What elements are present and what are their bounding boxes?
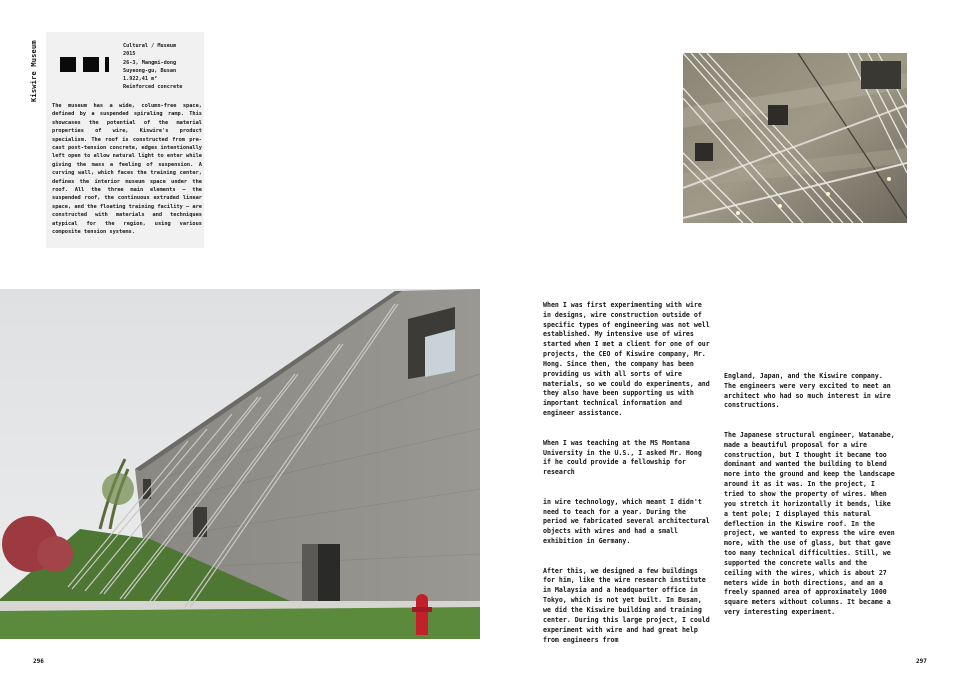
project-side-title: Kiswire Museum: [30, 40, 38, 102]
essay-paragraph: When I was teaching at the MS Montana University in the U.S., I asked Mr. Hong if he could provide a fellowship for research: [543, 438, 702, 477]
project-description: The museum has a wide, column-free space, defined by a suspended spiraling ramp. This showcases the potential of the material properties of wire, Kiswire's product specialism. The roof is constructed from pre-cast post-tension concrete, edges intentionally left open to allow natural light to enter while giving the mass a feeling of suspension. A curving wall, which faces the training center, defines the interior museum space under the roof. All the three main elements – the suspended roof, the continuous extruded linear space, and the floating training facility – are constructed with materials and techniques atypical for the region, using various composite tension systems.: [52, 103, 202, 236]
project-logo-mark: [60, 57, 109, 72]
logo-bar-icon: [105, 57, 109, 72]
logo-square-icon: [60, 57, 76, 72]
page-number-right: 297: [916, 658, 927, 665]
essay-column-1: [543, 291, 713, 665]
essay-paragraph: England, Japan, and the Kiswire company. The engineers were very excited to meet an architect who had so much interest in wire constructions.: [724, 371, 891, 410]
project-area: 1.922,41 m²: [123, 76, 158, 83]
essay-column-2: [724, 362, 896, 638]
project-address-line1: 26-3, Mangmi-dong: [123, 59, 177, 66]
logo-square-icon: [83, 57, 99, 72]
museum-exterior-photo: [0, 289, 480, 639]
project-address-line2: Suyeong-gu, Busan: [123, 67, 177, 74]
ceiling-wire-photo: [683, 53, 907, 223]
page-number-left: 296: [33, 658, 44, 665]
essay-paragraph: The Japanese structural engineer, Watanabe, made a beautiful proposal for a wire construction, but I thought it became too dominant and wanted the building to blend more into the ground and keep the landscape around it as it was. In the project, I tried to show the property of wires. When you stretch it horizontally it bends, like a tent pole; I displayed this natural deflection in the Kiswire roof. In the project, we wanted to express the wire even more, with the use of glass, but that gave too many technical difficulties. Still, we supported the concrete walls and the ceiling with the wires, which is about 27 meters wide in both directions, and an a freely spanned area of approximately 1000 square meters without columns. It became a very interesting experiment.: [724, 430, 895, 617]
essay-paragraph: When I was first experimenting with wire in designs, wire construction outside of specific types of engineering was not well established. My intensive use of wires started when I met a client for one of our projects, the CEO of Kiswire company, Mr. Hong. Since then, the company has been providing us with all sorts of wire materials, so we could do experiments, and they also have been supporting us with important technical information and engineer assistance.: [543, 300, 710, 418]
project-metadata: [123, 42, 203, 92]
project-year: 2015: [123, 51, 136, 58]
essay-paragraph: in wire technology, which meant I didn't need to teach for a year. During the period we fabricated several architectural objects with wires and had a small exhibition in Germany.: [543, 497, 710, 546]
project-info-card: [46, 32, 204, 248]
project-material: Reinforced concrete: [123, 84, 183, 91]
project-type: Cultural / Museum: [123, 43, 177, 49]
essay-paragraph: After this, we designed a few buildings for him, like the wire research institute in Malaysia and a headquarter office in Tokyo, which is not yet built. In Busan, we did the Kiswire building and training center. During this large project, I could experiment with wire and had great help from engineers from: [543, 566, 710, 644]
